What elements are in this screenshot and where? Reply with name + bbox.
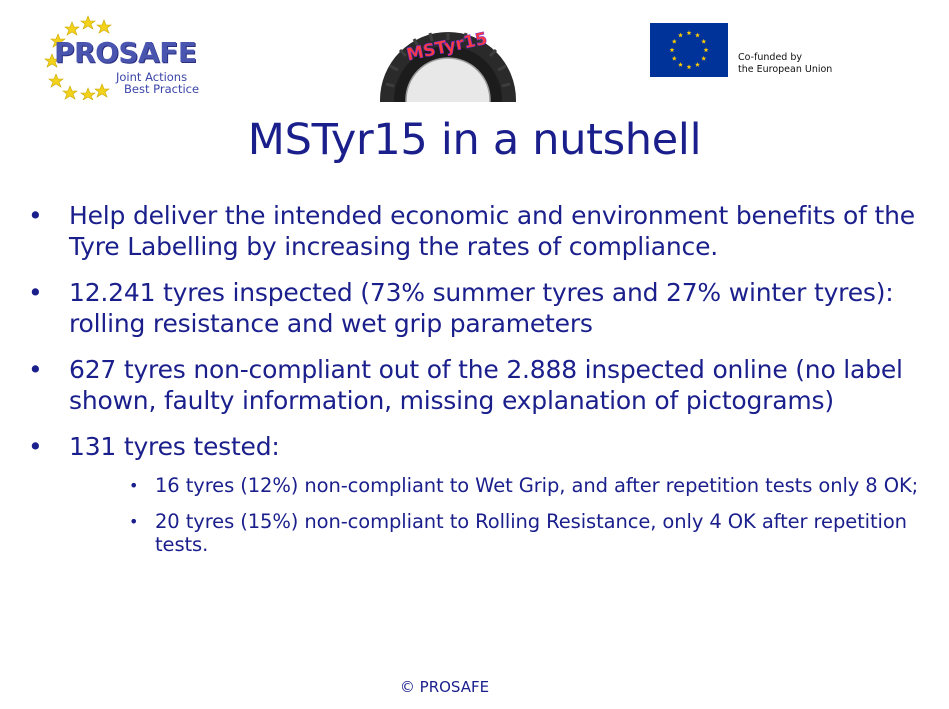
bullet-item <box>28 354 938 416</box>
prosafe-logo <box>44 14 204 100</box>
sub-bullet-item <box>129 510 938 556</box>
bullet-item <box>28 200 938 262</box>
eu-flag-icon <box>650 23 728 77</box>
sub-bullet-item <box>129 474 938 497</box>
sub-bullet-text: 20 tyres (15%) non-compliant to Rolling Resistance, only 4 OK after repetition tests. <box>155 510 907 556</box>
eu-text-line-1: Co-funded by <box>738 52 803 63</box>
footer-copyright: © PROSAFE <box>399 678 490 696</box>
bullet-icon: • <box>28 432 43 461</box>
prosafe-tagline-1: Joint Actions <box>116 70 188 84</box>
sub-bullet-list <box>69 474 938 556</box>
bullet-text: 12.241 tyres inspected (73% summer tyres and 27% winter tyres): rolling resistance and wet grip parameters <box>69 278 894 338</box>
prosafe-wordmark: PROSAFE <box>54 36 197 69</box>
svg-text:MSTyr15: MSTyr15 <box>404 28 490 66</box>
tyre-logo-text <box>378 14 518 74</box>
mstyr15-tyre-logo <box>378 14 518 102</box>
bullet-icon: • <box>28 278 43 307</box>
sub-bullet-icon: • <box>129 512 139 531</box>
bullet-text: 627 tyres non-compliant out of the 2.888 inspected online (no label shown, faulty information, missing explanation of pictograms) <box>69 355 903 415</box>
eu-text-line-2: the European Union <box>738 64 833 75</box>
prosafe-tagline-2: Best Practice <box>124 82 200 96</box>
eu-flag <box>650 23 728 77</box>
bullet-item <box>28 431 938 556</box>
bullet-text: Help deliver the intended economic and environment benefits of the Tyre Labelling by increasing the rates of compliance. <box>69 201 915 261</box>
sub-bullet-icon: • <box>129 476 139 495</box>
bullet-item <box>28 277 938 339</box>
bullet-text: 131 tyres tested: <box>69 432 280 461</box>
sub-bullet-text: 16 tyres (12%) non-compliant to Wet Grip, and after repetition tests only 8 OK; <box>155 474 919 497</box>
bullet-list <box>28 200 938 571</box>
bullet-icon: • <box>28 201 43 230</box>
eu-cofunded-text <box>738 52 832 76</box>
bullet-icon: • <box>28 355 43 384</box>
slide-title: MSTyr15 in a nutshell <box>247 115 702 165</box>
